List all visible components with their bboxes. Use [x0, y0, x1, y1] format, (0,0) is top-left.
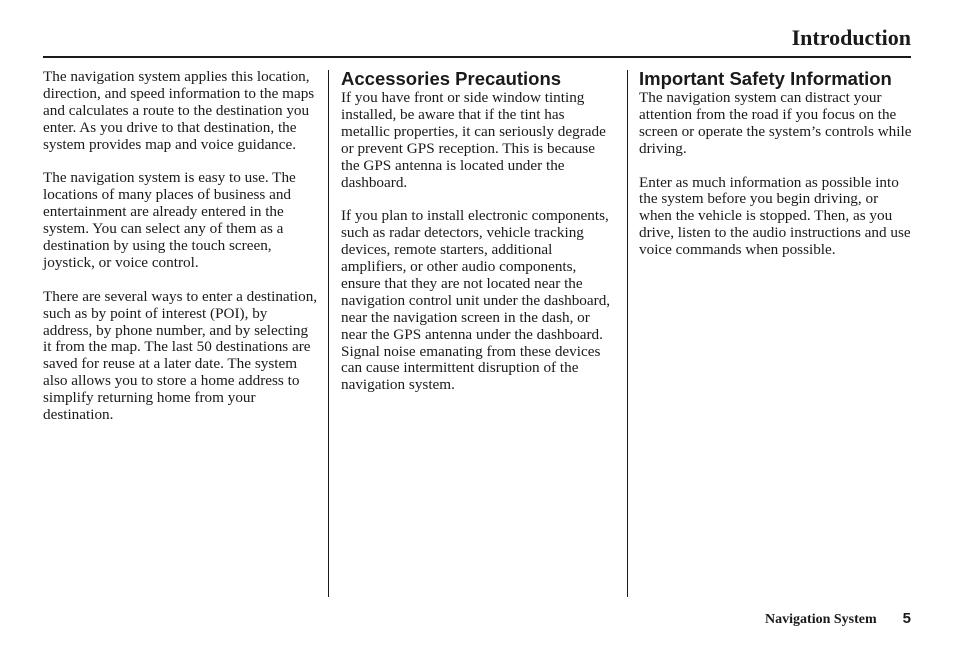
page-number: 5: [902, 610, 911, 627]
accessories-column: [341, 68, 617, 411]
safety-column: [639, 68, 914, 276]
safety-heading: Important Safety Information: [639, 68, 892, 89]
accessories-paragraph-2: If you plan to install electronic components, such as radar detectors, vehicle tracking devices, remote starters, additional amplifiers, or other audio components, ensure that they are not located near the navigation control unit under the dashboard, near the navigation screen in the dash, or near the GPS antenna under the dashboard. Signal noise emanating from these devices can cause intermittent disruption of the navigation system.: [341, 207, 611, 394]
intro-column: [43, 69, 318, 441]
footer-label: Navigation System: [765, 612, 877, 627]
page-title: Introduction: [791, 25, 911, 50]
safety-paragraph-2: Enter as much information as possible into the system before you begin driving, or when the vehicle is stopped. Then, as you drive, listen to the audio instructions and use voice commands when possible.: [639, 173, 911, 259]
intro-paragraph-2: The navigation system is easy to use. The locations of many places of business and entertainment are already entered in the system. You can select any of them as a destination by using the touch screen, joystick, or voice control.: [43, 169, 296, 271]
intro-paragraph-3: There are several ways to enter a destination, such as by point of interest (POI), by address, by phone number, and by selecting it from the map. The last 50 destinations are saved for reuse at a later date. The system also allows you to store a home address to simplify returning home from your destination.: [43, 287, 318, 424]
page-footer: [765, 610, 911, 628]
accessories-heading: Accessories Precautions: [341, 68, 562, 89]
title-rule: [43, 56, 911, 58]
column-divider-2: [627, 70, 628, 597]
column-divider-1: [328, 70, 329, 597]
accessories-paragraph-1: If you have front or side window tinting installed, be aware that if the tint has metallic properties, it can seriously degrade or prevent GPS reception. This is because the GPS antenna is located under the dashboard.: [341, 89, 606, 191]
safety-paragraph-1: The navigation system can distract your attention from the road if you focus on the screen or operate the system’s controls while driving.: [639, 89, 912, 157]
intro-paragraph-1: The navigation system applies this location, direction, and speed information to the maps and calculates a route to the destination you enter. As you drive to that destination, the system provides map and voice guidance.: [43, 68, 315, 153]
